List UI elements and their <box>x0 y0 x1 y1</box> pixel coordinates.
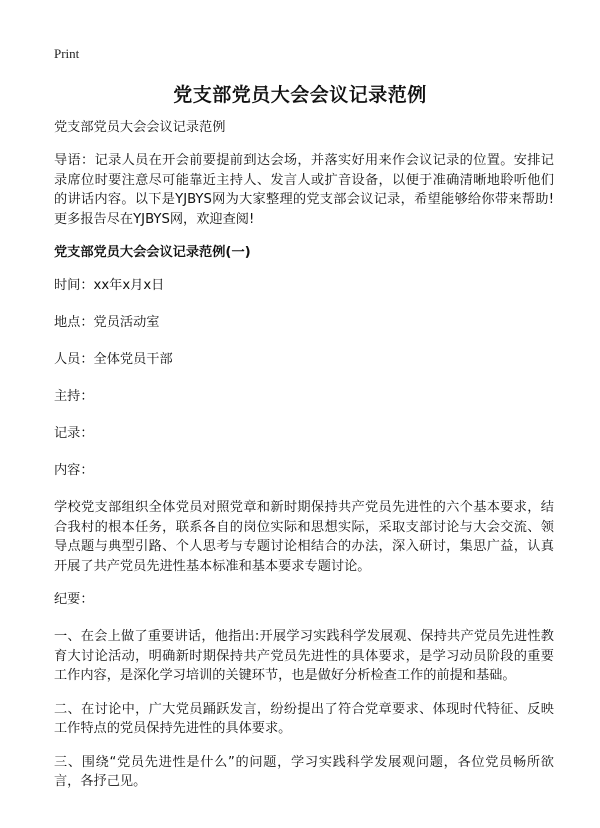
meta-recorder: 记录： <box>54 426 94 441</box>
meta-time: 时间：xx年x月x日 <box>54 278 165 293</box>
summary-label: 纪要： <box>54 592 94 607</box>
meta-host: 主持： <box>54 389 94 404</box>
summary-point: 二、在讨论中，广大党员踊跃发言，纷纷提出了符合党章要求、体现时代特征、反映工作特点的党员保持先进性的具体要求。 <box>54 701 554 736</box>
meta-people: 人员：全体党员干部 <box>54 352 173 367</box>
intro-paragraph: 导语：记录人员在开会前要提前到达会场，并落实好用来作会议记录的位置。安排记录席位时要注意尽可能靠近主持人、发言人或扩音设备，以便于准确清晰地聆听他们的讲话内容。以下是YJBYS网为大家整理的党支部会议记录，希望能够给你带来帮助!更多报告尽在YJBYS网，欢迎查阅! <box>54 153 554 227</box>
document-title: 党支部党员大会会议记录范例 <box>173 84 427 106</box>
section-heading: 党支部党员大会会议记录范例(一) <box>54 245 251 260</box>
meta-place: 地点：党员活动室 <box>54 315 160 330</box>
document-body <box>54 118 554 806</box>
summary-point: 三、围绕“党员先进性是什么”的问题，学习实践科学发展观问题，各位党员畅所欲言，各抒己见。 <box>54 754 554 789</box>
document-subtitle: 党支部党员大会会议记录范例 <box>54 120 226 135</box>
summary-point: 一、在会上做了重要讲话，他指出:开展学习实践科学发展观、保持共产党员先进性教育大讨论活动，明确新时期保持共产党员先进性的具体要求，是学习动员阶段的重要工作内容，是深化学习培训的关键环节，也是做好分析检查工作的前提和基础。 <box>54 629 554 683</box>
print-link[interactable]: Print <box>54 46 80 61</box>
body-paragraph: 学校党支部组织全体党员对照党章和新时期保持共产党员先进性的六个基本要求，结合我村的根本任务，联系各自的岗位实际和思想实际，采取支部讨论与大会交流、领导点题与典型引路、个人思考与专题讨论相结合的办法，深入研讨，集思广益，认真开展了共产党员先进性基本标准和基本要求专题讨论。 <box>54 500 554 574</box>
meta-content: 内容： <box>54 463 94 478</box>
